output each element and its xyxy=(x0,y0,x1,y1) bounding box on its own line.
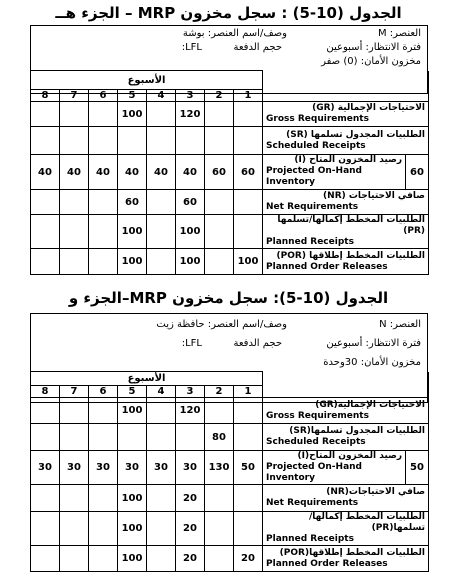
initial-inventory: 60 xyxy=(405,155,428,189)
table-row: 60 60 صافي الاحتياجات (NR) Net Requirements xyxy=(31,190,429,215)
week-6: 6 xyxy=(89,90,118,102)
week-3: 3 xyxy=(176,90,205,102)
week-1: 1 xyxy=(234,386,263,398)
item-label: العنصر: N xyxy=(379,319,421,330)
item-value: M xyxy=(377,28,387,39)
week-5: 5 xyxy=(118,90,147,102)
row-label-inventory: رصيد المخزون المتاح (I) Projected On-Hand Inventory 60 xyxy=(263,155,429,190)
lot-size-value: LFL: xyxy=(181,42,202,53)
week-5: 5 xyxy=(118,386,147,398)
lot-size-label: حجم الدفعة xyxy=(233,42,282,53)
table-row: 100 120 الاحتياجات الإجمالية (GR) Gross Requirements xyxy=(31,102,429,127)
week-1: 1 xyxy=(234,90,263,102)
lot-size-value: LFL: xyxy=(181,338,202,349)
week-2: 2 xyxy=(205,386,234,398)
week-4: 4 xyxy=(147,386,176,398)
row-label: الاحتياجات الإجمالية (GR) Gross Requirements xyxy=(263,102,429,127)
description-label: وصف/اسم العنصر: حافظة زيت xyxy=(156,319,287,330)
row-label: الطلبيات المجدول تسلمها(SR) Scheduled Receipts xyxy=(263,424,429,451)
week-2: 2 xyxy=(205,90,234,102)
week-6: 6 xyxy=(89,386,118,398)
week-header: الأسبوع xyxy=(31,71,263,90)
table-row: 100 100 الطلبيات المخطط إكمالها/تسلمها (PR) Planned Receipts xyxy=(31,215,429,249)
table-row xyxy=(31,127,429,155)
row-label: الطلبيات المخطط إكمالها/تسلمها (PR) Planned Receipts xyxy=(263,215,429,249)
week-7: 7 xyxy=(60,386,89,398)
mrp-grid xyxy=(30,70,429,275)
table-row: 100 20 20 الطلبيات المخطط إطلاقها(POR) Planned Order Releases xyxy=(31,546,429,572)
table-row: 80 الطلبيات المجدول تسلمها(SR) Scheduled Receipts xyxy=(31,424,429,451)
week-8: 8 xyxy=(31,90,60,102)
table-title: الجدول (10-5): سجل مخزون MRP–الجزء و xyxy=(68,289,389,307)
item-value: N xyxy=(379,319,387,330)
row-label: صافي الاحتياجات (NR) Net Requirements xyxy=(263,190,429,215)
item-label: العنصر: M xyxy=(377,28,421,39)
row-label: الاحتياجات الإجمالية(GR) Gross Requirements xyxy=(263,398,429,424)
row-label: الطلبيات المجدول تسلمها (SR) Scheduled Receipts xyxy=(263,127,429,155)
row-label-inventory: رصيد المخزون المتاح(I) Projected On-Hand Inventory 50 xyxy=(263,451,429,485)
mrp-grid xyxy=(30,371,429,572)
row-label: صافي الاحتياجات(NR) Net Requirements xyxy=(263,485,429,512)
table-row: 100 20 الطلبيات المخطط إكمالها/تسلمها(PR) Planned Receipts xyxy=(31,512,429,546)
lead-time-label: فترة الانتظار: أسبوعين xyxy=(326,42,421,53)
safety-stock-label: مخزون الأمان: (0) صفر xyxy=(321,56,421,67)
safety-stock-label: مخزون الأمان: 30وحدة xyxy=(323,357,421,368)
table-row: 40 40 40 40 40 40 60 60 رصيد المخزون المتاح (I) Projected On-Hand Inventory 60 xyxy=(31,155,429,190)
lead-time-label: فترة الانتظار: أسبوعين xyxy=(326,338,421,349)
week-8: 8 xyxy=(31,386,60,398)
row-label: الطلبيات المخطط إكمالها/تسلمها(PR) Planned Receipts xyxy=(263,512,429,546)
initial-inventory: 50 xyxy=(405,451,428,484)
mrp-record-n xyxy=(0,285,457,572)
table-row: 30 30 30 30 30 30 130 50 رصيد المخزون المتاح(I) Projected On-Hand Inventory 50 xyxy=(31,451,429,485)
table-row: 100 120 الاحتياجات الإجمالية(GR) Gross Requirements xyxy=(31,398,429,424)
table-row: 100 100 100 الطلبيات المخطط إطلاقها (POR) Planned Order Releases xyxy=(31,249,429,275)
table-row: 100 20 صافي الاحتياجات(NR) Net Requirements xyxy=(31,485,429,512)
mrp-record-m xyxy=(0,0,457,275)
table-title: الجدول (10-5) : سجل مخزون MRP – الجزء هــ xyxy=(55,4,402,22)
description-label: وصف/اسم العنصر: بوشة xyxy=(182,28,287,39)
week-7: 7 xyxy=(60,90,89,102)
week-header: الأسبوع xyxy=(31,372,263,386)
week-3: 3 xyxy=(176,386,205,398)
row-label: الطلبيات المخطط إطلاقها (POR) Planned Order Releases xyxy=(263,249,429,275)
week-4: 4 xyxy=(147,90,176,102)
row-label: الطلبيات المخطط إطلاقها(POR) Planned Order Releases xyxy=(263,546,429,572)
lot-size-label: حجم الدفعة xyxy=(233,338,282,349)
